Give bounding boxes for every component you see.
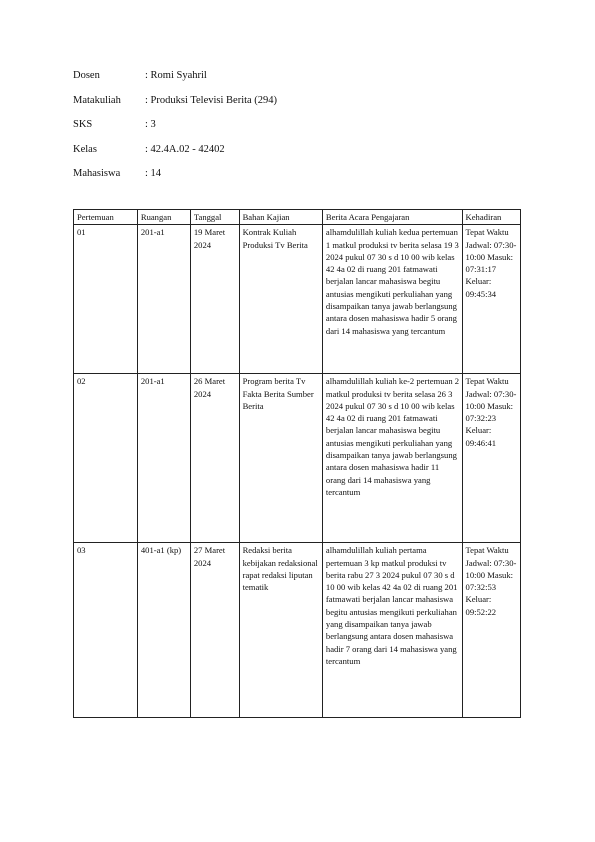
cell-bahan-kajian: Program berita Tv Fakta Berita Sumber Berita — [239, 374, 322, 543]
cell-kehadiran: Tepat Waktu Jadwal: 07:30-10:00 Masuk: 07:31:17 Keluar: 09:45:34 — [462, 225, 520, 374]
header-tanggal: Tanggal — [190, 210, 239, 225]
dosen-label: Dosen — [73, 70, 100, 81]
cell-ruangan: 401-a1 (kp) — [137, 543, 190, 718]
header-kehadiran: Kehadiran — [462, 210, 520, 225]
sks-label: SKS — [73, 119, 93, 130]
berita-acara-text: alhamdulillah kuliah kedua pertemuan 1 matkul produksi tv berita selasa 19 3 2024 pukul 07 30 s d 10 00 wib kelas 42 4a 02 di ruang 201 fatmawati berjalan lancar mahasiswa begitu antusias mengikuti perkuliahan yang disampaikan tanya jawab berlangsung antara dosen mahasiswa hadir 5 orang dari 14 mahasiswa yang tercantum — [325, 227, 459, 336]
info-row-kelas — [73, 144, 277, 169]
table-row — [74, 374, 521, 543]
dosen-value: : Romi Syahril — [145, 70, 207, 81]
sks-value: : 3 — [145, 119, 156, 130]
course-info — [73, 70, 277, 193]
matakuliah-value: : Produksi Televisi Berita (294) — [145, 94, 278, 106]
cell-pertemuan: 03 — [74, 543, 138, 718]
cell-bahan-kajian: Kontrak Kuliah Produksi Tv Berita — [239, 225, 322, 374]
cell-kehadiran: Tepat Waktu Jadwal: 07:30-10:00 Masuk: 07:32:23 Keluar: 09:46:41 — [462, 374, 520, 543]
cell-bahan-kajian: Redaksi berita kebijakan redaksional rapat redaksi liputan tematik — [239, 543, 322, 718]
info-row-mahasiswa — [73, 168, 277, 193]
cell-tanggal: 19 Maret 2024 — [190, 225, 239, 374]
attendance-table — [73, 209, 521, 718]
table-row — [74, 225, 521, 374]
header-bahan-kajian: Bahan Kajian — [239, 210, 322, 225]
cell-ruangan: 201-a1 — [137, 374, 190, 543]
kelas-label: Kelas — [73, 143, 97, 155]
header-ruangan: Ruangan — [137, 210, 190, 225]
cell-pertemuan: 01 — [74, 225, 138, 374]
cell-ruangan: 201-a1 — [137, 225, 190, 374]
cell-pertemuan: 02 — [74, 374, 138, 543]
table-header-row — [74, 210, 521, 225]
mahasiswa-value: : 14 — [145, 168, 162, 179]
info-row-sks — [73, 119, 277, 144]
info-row-dosen — [73, 70, 277, 95]
mahasiswa-label: Mahasiswa — [73, 168, 121, 179]
table-row — [74, 543, 521, 718]
info-row-matakuliah — [73, 95, 277, 120]
cell-kehadiran: Tepat Waktu Jadwal: 07:30-10:00 Masuk: 07:32:53 Keluar: 09:52:22 — [462, 543, 520, 718]
berita-acara-text: alhamdulillah kuliah ke-2 pertemuan 2 matkul produksi tv berita selasa 26 3 2024 pukul 07 30 s d 10 00 wib kelas 42 4a 02 di ruang 201 fatmawati berjalan lancar mahasiswa begitu antusias mengikuti perkuliahan yang disampaikan tanya jawab berlangsung antara dosen mahasiswa hadir 11 orang dari 14 mahasiswa yang tercantum — [325, 376, 460, 497]
berita-acara-text: alhamdulillah kuliah pertama pertemuan 3 kp matkul produksi tv berita rabu 27 3 2024 pukul 07 30 s d 10 00 wib kelas 42 4a 02 di ruang 201 fatmawati berjalan lancar mahasiswa begitu antusias mengikuti perkuliahan yang disampaikan tanya jawab berlangsung antara dosen mahasiswa hadir 7 orang dari 14 mahasiswa yang tercantum — [325, 545, 458, 666]
matakuliah-label: Matakuliah — [73, 94, 121, 106]
cell-tanggal: 26 Maret 2024 — [190, 374, 239, 543]
cell-tanggal: 27 Maret 2024 — [190, 543, 239, 718]
cell-berita-acara — [322, 374, 462, 543]
header-berita-acara: Berita Acara Pengajaran — [322, 210, 462, 225]
kelas-value: : 42.4A.02 - 42402 — [145, 143, 225, 155]
cell-berita-acara — [322, 225, 462, 374]
header-pertemuan: Pertemuan — [74, 210, 138, 225]
cell-berita-acara — [322, 543, 462, 718]
